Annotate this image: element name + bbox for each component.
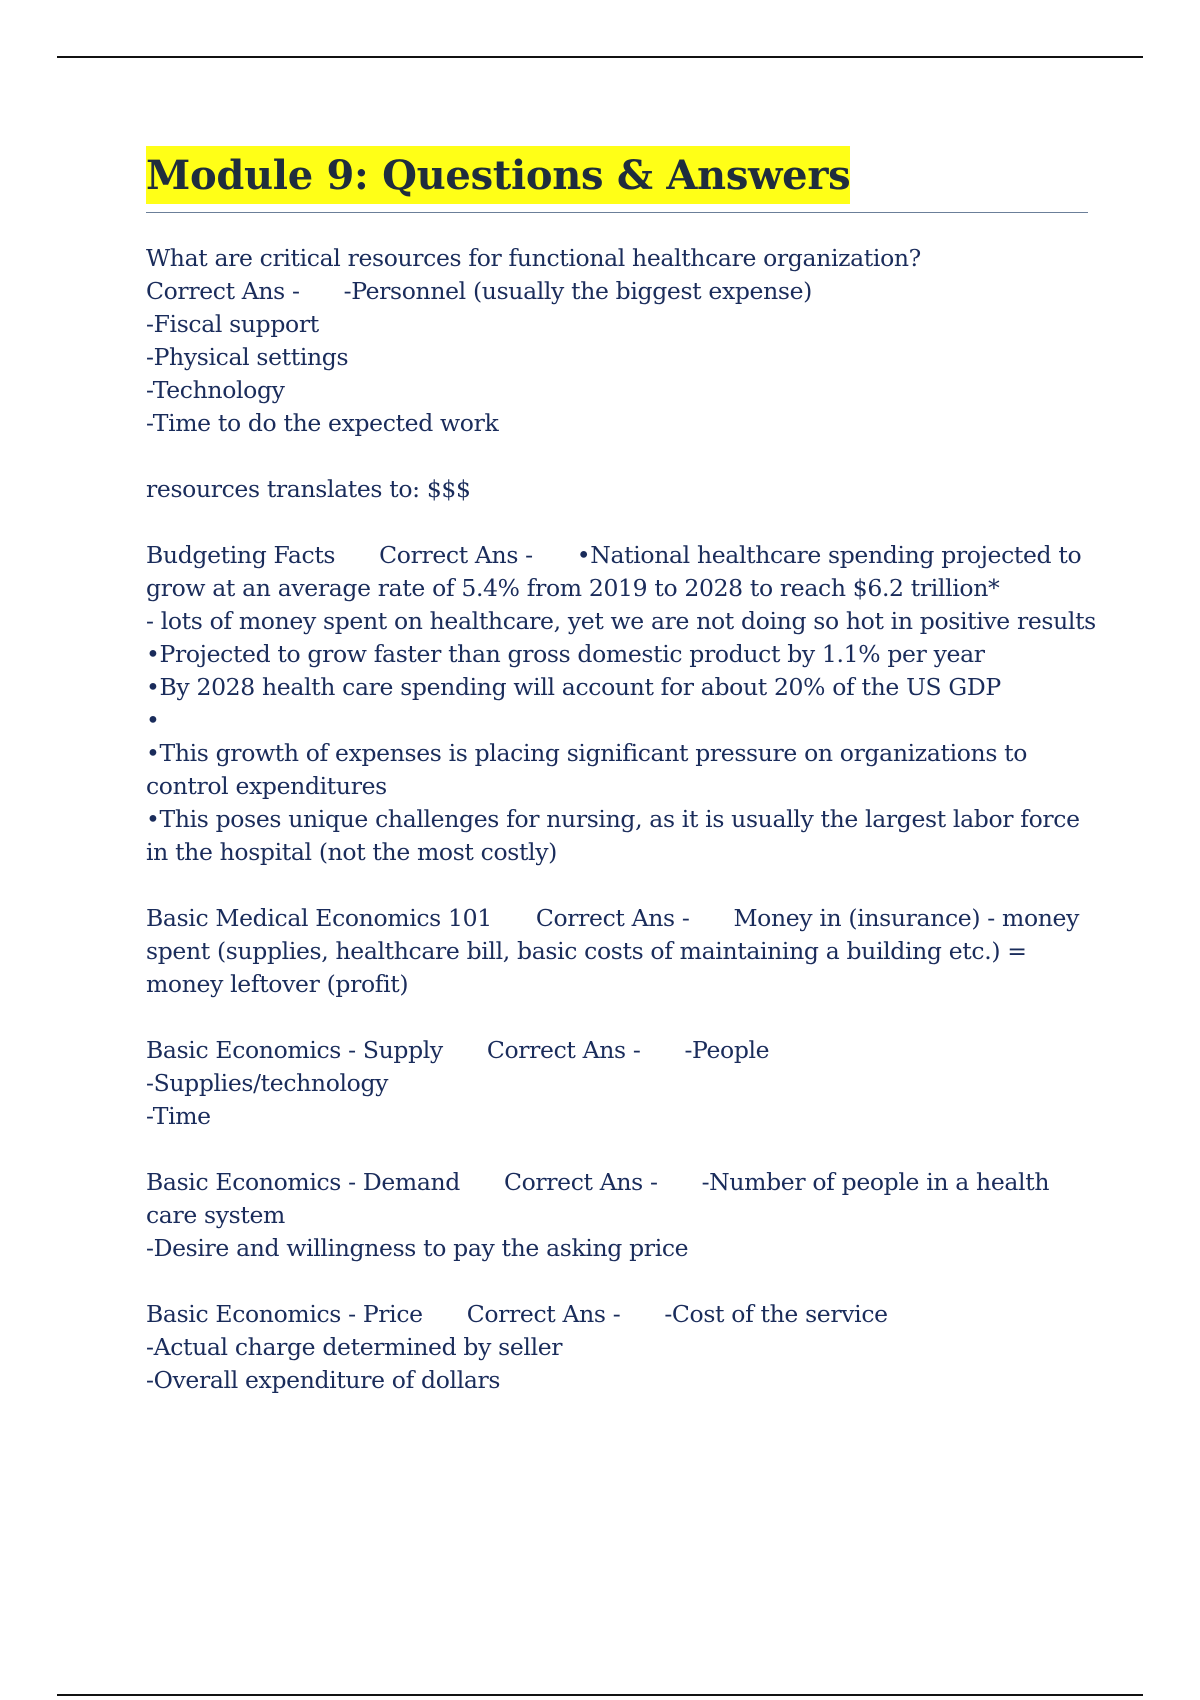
question-text: What are critical resources for functional healthcare organization? bbox=[146, 244, 921, 272]
answer-first-line: Correct Ans - -Personnel (usually the biggest expense) bbox=[146, 277, 812, 305]
qa-item bbox=[146, 1034, 1096, 1133]
answer-line: • bbox=[146, 706, 160, 734]
answer-first-line: Basic Economics - Demand Correct Ans - -Number of people in a health care system bbox=[146, 1168, 1050, 1229]
answer-line: -Fiscal support bbox=[146, 310, 319, 338]
answer-line: - lots of money spent on healthcare, yet we are not doing so hot in positive results bbox=[146, 607, 1096, 635]
answer-first-line: Basic Economics - Price Correct Ans - -Cost of the service bbox=[146, 1300, 888, 1328]
qa-item bbox=[146, 1166, 1096, 1265]
qa-item bbox=[146, 539, 1096, 869]
answer-line: -Technology bbox=[146, 376, 285, 404]
answer-line: •This growth of expenses is placing significant pressure on organizations to control expenditures bbox=[146, 739, 1028, 800]
correct-ans-label: Correct Ans - bbox=[379, 541, 533, 569]
footer-rule bbox=[57, 1694, 1143, 1696]
question-text: Basic Economics - Price bbox=[146, 1300, 423, 1328]
answer-line: -Actual charge determined by seller bbox=[146, 1333, 563, 1361]
correct-ans-label: Correct Ans - bbox=[486, 1036, 641, 1064]
question-text: Budgeting Facts bbox=[146, 541, 336, 569]
title-underline bbox=[146, 212, 1088, 213]
answer-first-line: Basic Medical Economics 101 Correct Ans - Money in (insurance) - money spent (supplies, healthcare bill, basic costs of maintaining a building etc.) = money leftover (profit) bbox=[146, 904, 1080, 998]
qa-item bbox=[146, 902, 1096, 1001]
question-text: Basic Economics - Supply bbox=[146, 1036, 443, 1064]
question-text: Basic Economics - Demand bbox=[146, 1168, 460, 1196]
page-title: Module 9: Questions & Answers bbox=[146, 146, 850, 204]
header-rule bbox=[57, 56, 1143, 58]
answer-line: -Time to do the expected work bbox=[146, 409, 499, 437]
answer-line: •By 2028 health care spending will account for about 20% of the US GDP bbox=[146, 673, 1001, 701]
correct-ans-label: Correct Ans - bbox=[503, 1168, 658, 1196]
qa-list bbox=[146, 242, 1096, 1430]
answer-line: -Overall expenditure of dollars bbox=[146, 1366, 501, 1394]
answer-line: •Projected to grow faster than gross domestic product by 1.1% per year bbox=[146, 640, 985, 668]
correct-ans-label: Correct Ans - bbox=[466, 1300, 621, 1328]
answer-line: •This poses unique challenges for nursing, as it is usually the largest labor force in the hospital (not the most costly) bbox=[146, 805, 1080, 866]
answer-line: -Desire and willingness to pay the asking price bbox=[146, 1234, 689, 1262]
answer-line: -Supplies/technology bbox=[146, 1069, 389, 1097]
correct-ans-label: Correct Ans - bbox=[146, 277, 300, 305]
title-block bbox=[146, 146, 1088, 213]
answer-line: -Time bbox=[146, 1102, 211, 1130]
qa-item bbox=[146, 242, 1096, 440]
answer-first-line: Budgeting Facts Correct Ans - •National healthcare spending projected to grow at an average rate of 5.4% from 2019 to 2028 to reach $6.2 trillion* bbox=[146, 541, 1082, 602]
answer-first-line: Basic Economics - Supply Correct Ans - -People bbox=[146, 1036, 770, 1064]
correct-ans-label: Correct Ans - bbox=[535, 904, 690, 932]
qa-item bbox=[146, 1298, 1096, 1397]
question-text: Basic Medical Economics 101 bbox=[146, 904, 492, 932]
resources-note: resources translates to: $$$ bbox=[146, 475, 471, 503]
answer-line: -Physical settings bbox=[146, 343, 349, 371]
